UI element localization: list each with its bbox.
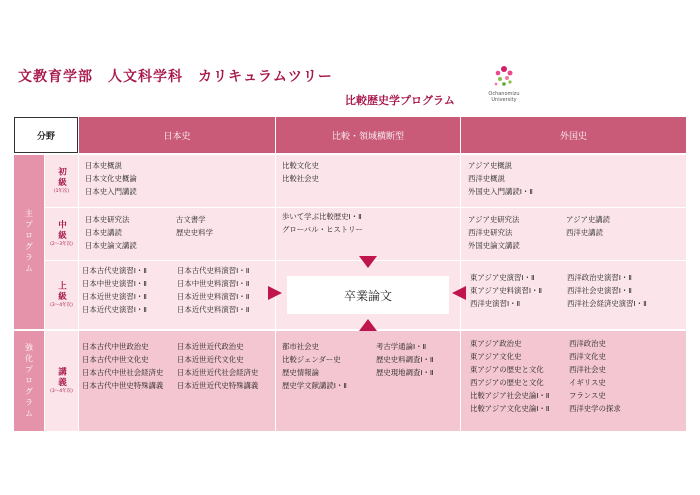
course-item: 日本近代史料演習Ⅰ・Ⅱ [177, 305, 250, 314]
course-item: 日本古代史料演習Ⅰ・Ⅱ [177, 266, 250, 275]
level-years: (1年次) [53, 189, 70, 194]
course-list-chukyu-japan-a [85, 213, 137, 252]
course-list-kogi-foreign-b [569, 337, 621, 415]
course-item: 西洋史講読 [566, 228, 603, 237]
course-item: 西洋文化史 [569, 352, 606, 361]
course-list-shokyu-japan [85, 159, 137, 198]
course-item: 比較文化史 [282, 161, 319, 170]
level-name: 講義 [56, 367, 67, 388]
course-item: 日本古代中世史特殊講義 [82, 381, 164, 390]
course-item: 日本古代史演習Ⅰ・Ⅱ [82, 266, 147, 275]
course-list-jokyu-japan-b [177, 264, 249, 316]
course-item: アジア史研究法 [468, 215, 520, 224]
course-list-kogi-cross-a [282, 340, 347, 392]
course-item: 歴史現地調査Ⅰ・Ⅱ [376, 368, 434, 377]
course-item: アジア史講読 [566, 215, 611, 224]
course-item: アジア史概説 [468, 161, 513, 170]
course-item: 西洋史研究法 [468, 228, 513, 237]
level-name: 上級 [56, 281, 67, 302]
course-item: 日本史研究法 [85, 215, 130, 224]
course-item: 歴史史料学 [176, 228, 213, 237]
course-item: 比較アジア文化史論Ⅰ・Ⅱ [470, 404, 550, 413]
course-item: 比較ジェンダー史 [282, 355, 341, 364]
course-item: 日本史論文講読 [85, 241, 137, 250]
level-years: (2〜3年次) [50, 242, 73, 247]
column-header-japan: 日本史 [79, 117, 275, 153]
course-item: 歴史情報論 [282, 368, 319, 377]
course-item: 西洋政治史演習Ⅰ・Ⅱ [567, 273, 632, 282]
course-item: 日本古代中世文化史 [82, 355, 149, 364]
course-list-kogi-cross-b [376, 340, 434, 379]
logo-text [474, 91, 534, 103]
course-item: 西洋史学の探求 [569, 404, 621, 413]
course-list-jokyu-foreign-a [470, 271, 542, 310]
course-item: 日本中世史演習Ⅰ・Ⅱ [82, 279, 147, 288]
course-item: 西洋社会経済史演習Ⅰ・Ⅱ [567, 299, 647, 308]
course-item: 西アジアの歴史と文化 [470, 378, 544, 387]
group-enhancement-program: 強化プログラム [14, 331, 44, 431]
course-item: 西洋史演習Ⅰ・Ⅱ [470, 299, 521, 308]
course-item: 東アジアの歴史と文化 [470, 365, 544, 374]
page-title: 文教育学部 人文科学科 カリキュラムツリー [18, 69, 333, 85]
course-item: 東アジア文化史 [470, 352, 522, 361]
course-item: 日本史概説 [85, 161, 122, 170]
course-item: 西洋社会史 [569, 365, 606, 374]
course-item: 東アジア史演習Ⅰ・Ⅱ [470, 273, 535, 282]
course-item: 東アジア政治史 [470, 339, 522, 348]
course-item: 日本近世近代社会経済史 [177, 368, 259, 377]
level-years: (3〜4年次) [50, 389, 73, 394]
course-list-chukyu-foreign-b [566, 213, 610, 239]
level-name: 初級 [56, 167, 67, 188]
course-item: 歴史史料調査Ⅰ・Ⅱ [376, 355, 434, 364]
program-subtitle: 比較歴史学プログラム [345, 94, 455, 107]
course-list-kogi-japan-a [82, 340, 163, 392]
course-item: 歩いて学ぶ比較歴史Ⅰ・Ⅱ [282, 212, 362, 221]
course-item: 日本古代中世社会経済史 [82, 368, 164, 377]
course-item: 考古学通論Ⅰ・Ⅱ [376, 342, 427, 351]
course-item: フランス史 [569, 391, 606, 400]
course-item: 都市社会史 [282, 342, 319, 351]
column-header-foreign: 外国史 [461, 117, 686, 153]
corner-field-header: 分野 [14, 117, 78, 153]
course-item: 歴史学文献講読Ⅰ・Ⅱ [282, 381, 347, 390]
level-years: (3〜4年次) [50, 303, 73, 308]
course-list-chukyu-foreign-a [468, 213, 520, 252]
course-item: 西洋政治史 [569, 339, 606, 348]
course-item: 西洋史概説 [468, 174, 505, 183]
course-item: 外国史入門講読Ⅰ・Ⅱ [468, 187, 533, 196]
level-shokyu [45, 155, 78, 207]
course-item: 日本近世史演習Ⅰ・Ⅱ [82, 292, 147, 301]
course-item: 古文書学 [176, 215, 206, 224]
course-list-chukyu-japan-b [176, 213, 213, 239]
group-main-program: 主プログラム [14, 155, 44, 329]
course-list-kogi-foreign-a [470, 337, 549, 415]
graduation-thesis-box: 卒業論文 [287, 276, 449, 314]
course-item: 日本史講読 [85, 228, 122, 237]
course-item: 日本近代史演習Ⅰ・Ⅱ [82, 305, 147, 314]
course-item: 日本近世近代文化史 [177, 355, 244, 364]
course-item: 比較社会史 [282, 174, 319, 183]
course-item: イギリス史 [569, 378, 606, 387]
course-item: 日本古代中世政治史 [82, 342, 149, 351]
level-jokyu [45, 261, 78, 329]
course-item: グローバル・ヒストリー [282, 225, 363, 234]
course-item: 日本史入門講読 [85, 187, 137, 196]
course-item: 外国史論文講読 [468, 241, 520, 250]
course-list-shokyu-cross [282, 159, 319, 185]
course-item: 日本近世近代政治史 [177, 342, 244, 351]
logo-text-line-2: University [491, 97, 517, 103]
logo-text-line-1: Ochanomizu [488, 91, 520, 97]
course-item: 東アジア史料演習Ⅰ・Ⅱ [470, 286, 543, 295]
course-item: 日本近世史料演習Ⅰ・Ⅱ [177, 292, 250, 301]
course-item: 西洋社会史演習Ⅰ・Ⅱ [567, 286, 632, 295]
course-list-shokyu-foreign [468, 159, 533, 198]
level-chukyu [45, 208, 78, 260]
level-kogi [45, 331, 78, 431]
course-item: 日本文化史概論 [85, 174, 137, 183]
course-item: 日本中世史料演習Ⅰ・Ⅱ [177, 279, 250, 288]
level-name: 中級 [56, 220, 67, 241]
course-list-jokyu-japan-a [82, 264, 147, 316]
course-item: 日本近世近代史特殊講義 [177, 381, 259, 390]
column-header-cross: 比較・領域横断型 [276, 117, 460, 153]
course-list-jokyu-foreign-b [567, 271, 647, 310]
course-list-chukyu-cross [282, 210, 363, 236]
course-list-kogi-japan-b [177, 340, 258, 392]
course-item: 比較アジア社会史論Ⅰ・Ⅱ [470, 391, 550, 400]
